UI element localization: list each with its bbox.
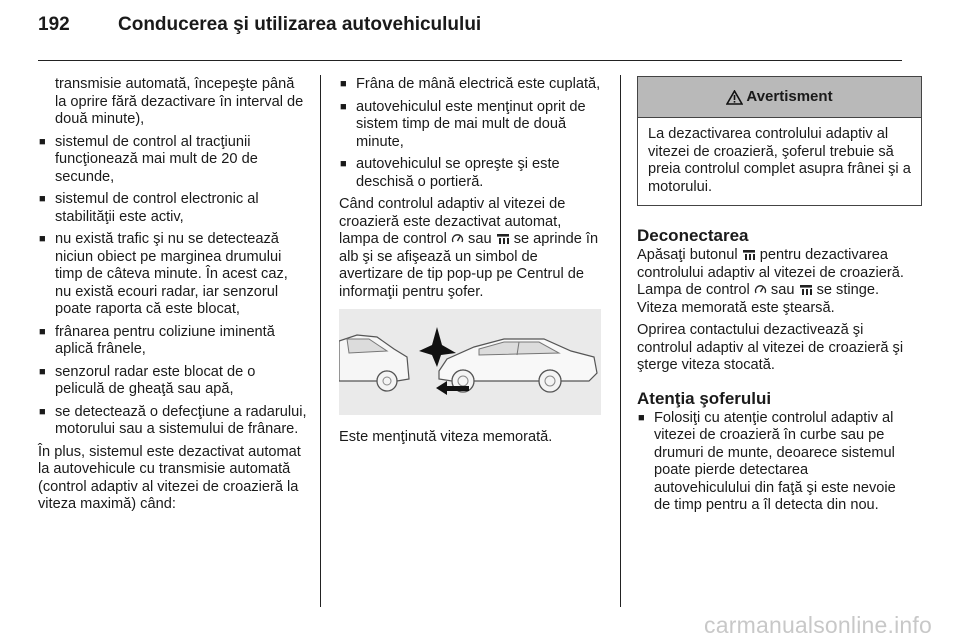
- bullet-list-col2: [339, 76, 605, 191]
- list-item: ■ Frâna de mână electrică este cuplată,: [340, 76, 601, 92]
- auto-disable-paragraph: În plus, sistemul este dezactivat automat la autovehicule cu transmisie automată (control adaptiv al vitezei de croazieră la viteza maximă) când:: [38, 443, 301, 512]
- list-item: ■ frânarea pentru coliziune iminentă aplică frânele,: [39, 323, 275, 357]
- warning-box: [637, 76, 922, 206]
- section-heading-atentia-soferului: Atenţia şoferului: [637, 388, 772, 408]
- column-2: [339, 76, 605, 452]
- speedometer-icon: [451, 232, 464, 245]
- column-divider-right: [620, 75, 621, 607]
- page-header: [0, 0, 960, 60]
- bullet-list-col1: [38, 134, 308, 439]
- watermark: carmanualsonline.info: [704, 612, 932, 638]
- list-item: ■ sistemul de control electronic al stabilităţii este activ,: [39, 191, 259, 225]
- cruise-control-icon: [799, 283, 813, 296]
- bullet-square: ■: [39, 193, 46, 205]
- list-item: ■ se detectează o defecţiune a radarului, motorului sau a sistemului de frânare.: [39, 403, 307, 437]
- bullet-square: ■: [340, 78, 347, 90]
- warning-title: Avertisment: [746, 88, 833, 106]
- car-illustration: [339, 309, 601, 415]
- list-continuation: transmisie automată, începeşte până la oprire fără dezactivare în interval de două minute),: [55, 76, 304, 127]
- list-item: ■ sistemul de control al tracţiunii funcţionează mai mult de 20 de secunde,: [39, 133, 258, 185]
- bullet-square: ■: [39, 135, 46, 148]
- bullet-square: ■: [638, 411, 645, 424]
- cruise-control-icon: [496, 232, 510, 245]
- bullet-square: ■: [39, 405, 46, 418]
- warning-header: [638, 77, 921, 118]
- column-divider-left: [320, 75, 321, 607]
- page-title: Conducerea şi utilizarea autovehiculului: [118, 14, 482, 35]
- bullet-square: ■: [340, 158, 347, 170]
- deconectarea-paragraph-1: Apăsaţi butonul pentru dezactivarea controlului adaptiv al vitezei de croazieră. Lampa de control sau se stinge. Viteza memorată este ştearsă.: [637, 247, 904, 316]
- list-item: ■ autovehiculul se opreşte şi este deschisă o portieră.: [340, 156, 560, 190]
- bullet-square: ■: [39, 233, 46, 245]
- list-item: ■ senzorul radar este blocat de o peliculă de gheaţă sau apă,: [39, 363, 256, 397]
- cruise-control-icon: [742, 248, 756, 261]
- warning-triangle-icon: [726, 90, 743, 105]
- page-number: 192: [38, 14, 70, 35]
- warning-text: La dezactivarea controlului adaptiv al vitezei de croazieră, şoferul trebuie să preia controlul complet asupra frânei şi a motorului.: [648, 126, 911, 195]
- list-item: ■ Folosiţi cu atenţie controlul adaptiv al vitezei de croazieră în curbe sau pe drumuri de munte, deoarece sistemul poate pierde detectarea autovehiculului din faţă şi este nevoie de timp pentru a îl detecta din nou.: [638, 409, 896, 513]
- deconectarea-paragraph-2: Oprirea contactului dezactivează şi controlul adaptiv al vitezei de croazieră şi şterge viteza stocată.: [637, 322, 904, 373]
- speedometer-icon: [754, 283, 767, 296]
- list-item: ■ nu există trafic şi nu se detectează niciun obiect pe marginea drumului timp de câteva minute. În acest caz, nu există ecouri radar, iar senzorul poate raporta că este blocat,: [39, 231, 288, 317]
- column-1: [38, 76, 308, 519]
- bullet-list-col3: [637, 410, 907, 515]
- bullet-square: ■: [39, 365, 46, 378]
- illustration-vehicle-ahead: [339, 309, 601, 415]
- header-rule: [38, 60, 902, 61]
- figure-caption: Este menţinută viteza memorată.: [339, 429, 553, 445]
- column-3: [637, 76, 911, 520]
- list-item: ■ autovehiculul este menţinut oprit de sistem timp de mai mult de două minute,: [340, 98, 586, 150]
- control-lamp-paragraph: Când controlul adaptiv al vitezei de croazieră este dezactivat automat, lampa de control sau se aprinde în alb şi se afişează un simbol de avertizare de tip pop-up pe Centrul de informaţii pentru şofer.: [339, 196, 599, 300]
- section-heading-deconectarea: Deconectarea: [637, 226, 749, 245]
- bullet-square: ■: [39, 325, 46, 338]
- bullet-square: ■: [340, 100, 347, 113]
